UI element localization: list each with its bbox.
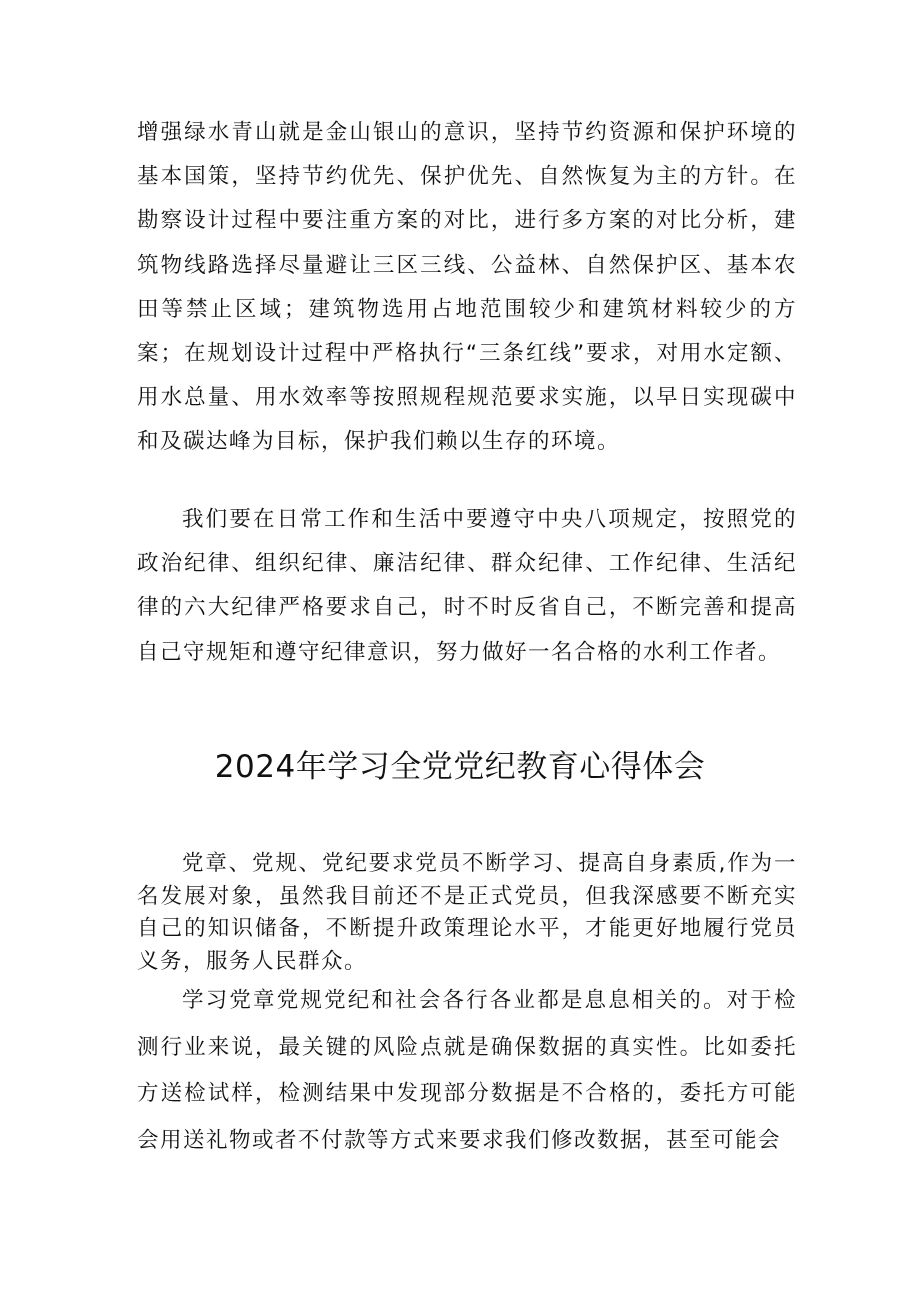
paragraph-testing-industry: 学习党章党规党纪和社会各行各业都是息息相关的。对于检测行业来说，最关键的风险点就是确保数据的真实性。比如委托方送检试样，检测结果中发现部分数据是不合格的，委托方可能会用送礼物或者不付款等方式来要求我们修改数据，甚至可能会: [137, 988, 797, 1153]
section-title: 2024年学习全党党纪教育心得体会: [214, 749, 706, 785]
paragraph-discipline: 我们要在日常工作和生活中要遵守中央八项规定，按照党的政治纪律、组织纪律、廉洁纪律、群众纪律、工作纪律、生活纪律的六大纪律严格要求自己，时不时反省自己，不断完善和提高自己守规矩和遵守纪律意识，努力做好一名合格的水利工作者。: [137, 507, 797, 665]
paragraph-party-rules: 党章、党规、党纪要求党员不断学习、提高自身素质,作为一名发展对象，虽然我目前还不是正式党员，但我深感要不断充实自己的知识储备，不断提升政策理论水平，才能更好地履行党员义务，服务人民群众。: [137, 851, 797, 974]
paragraph-environment: 增强绿水青山就是金山银山的意识，坚持节约资源和保护环境的基本国策，坚持节约优先、保护优先、自然恢复为主的方针。在勘察设计过程中要注重方案的对比，进行多方案的对比分析，建筑物线路选择尽量避让三区三线、公益林、自然保护区、基本农田等禁止区域；建筑物选用占地范围较少和建筑材料较少的方案；在规划设计过程中严格执行“三条红线”要求，对用水定额、用水总量、用水效率等按照规程规范要求实施，以早日实现碳中和及碳达峰为目标，保护我们赖以生存的环境。: [137, 120, 797, 455]
